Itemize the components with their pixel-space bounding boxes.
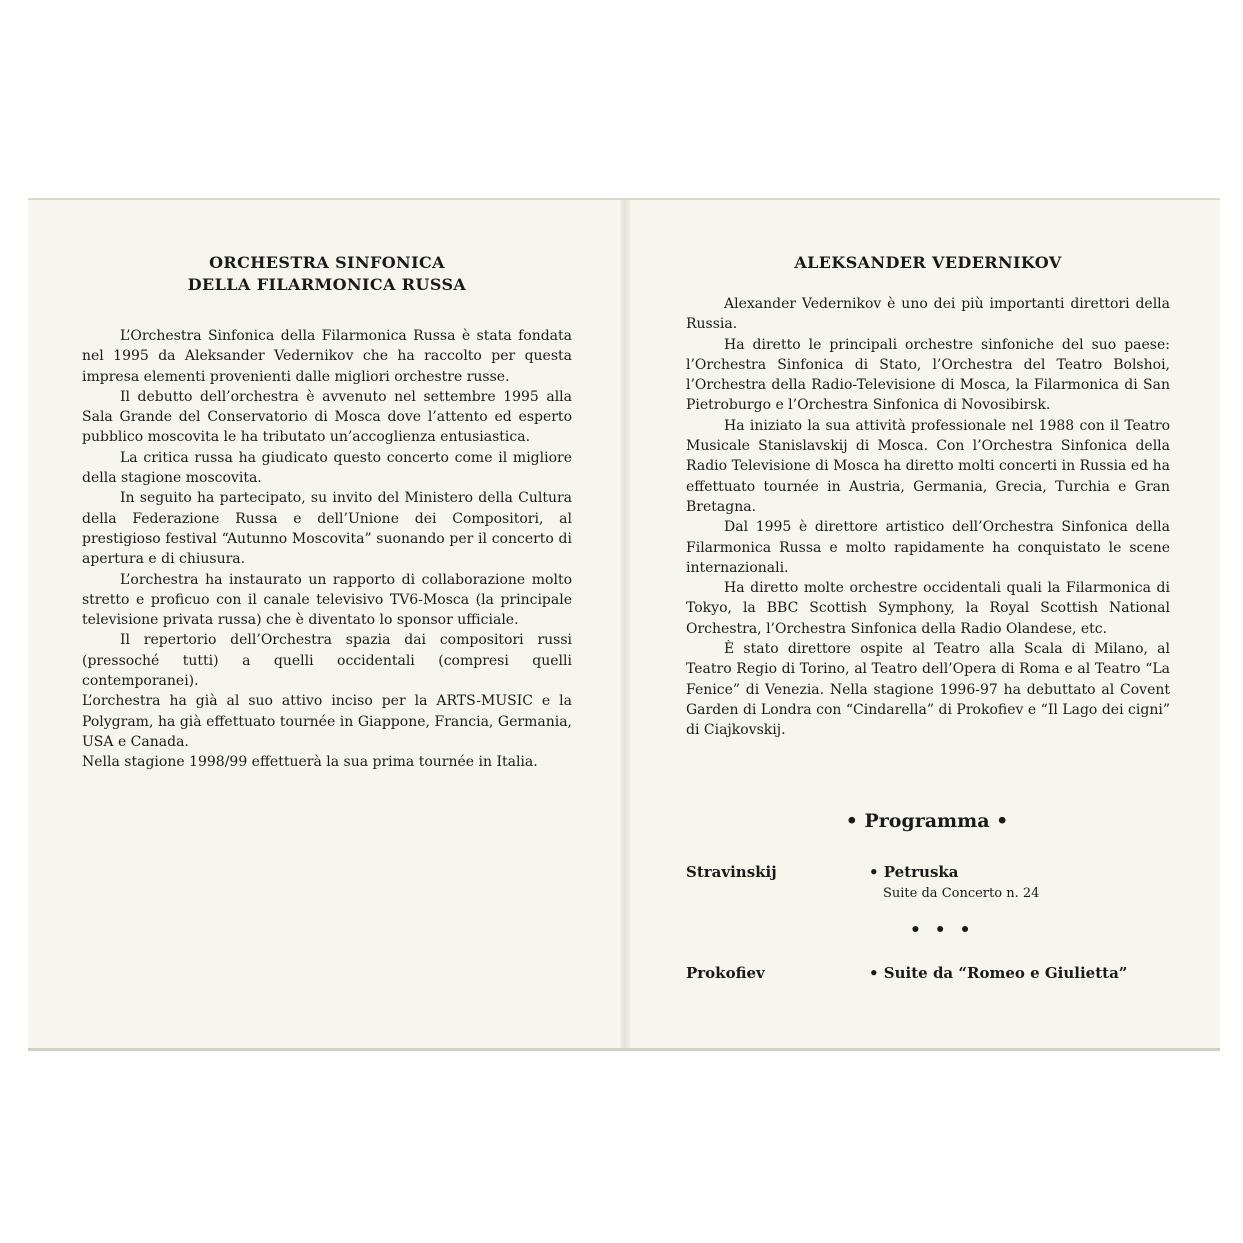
- left-paragraph: L’Orchestra Sinfonica della Filarmonica Russa è stata fondata nel 1995 da Aleksander Vedernikov che ha raccolto per questa impresa elementi provenienti dalle migliori orchestre russe.: [82, 328, 572, 385]
- right-page-title: ALEKSANDER VEDERNIKOV: [794, 253, 1062, 272]
- left-page-title: [82, 252, 572, 296]
- left-title-line2: DELLA FILARMONICA RUSSA: [187, 275, 467, 294]
- right-paragraph: Ha diretto le principali orchestre sinfoniche del suo paese: l’Orchestra Sinfonica di Stato, l’Orchestra del Teatro Bolshoi, l’Orchestra della Radio-Televisione di Mosca, la Filarmonica di San Pietroburgo e l’Orchestra Sinfonica di Novosibirsk.: [686, 336, 1170, 414]
- right-paragraph: È stato direttore ospite al Teatro alla Scala di Milano, al Teatro Regio di Torino, al Teatro dell’Opera di Roma e al Teatro “La Fenice” di Venezia. Nella stagione 1996-97 ha debuttato al Covent Garden di Londra con “Cindarella” di Prokofiev e “Il Lago dei cigni” di Ciajkovskij.: [686, 641, 1170, 739]
- left-paragraph: Il debutto dell’orchestra è avvenuto nel settembre 1995 alla Sala Grande del Conservatorio di Mosca dove l’attento ed esperto pubblico moscovita le ha tributato un’accoglienza entusiastica.: [82, 388, 572, 446]
- right-page-body: [686, 294, 1170, 741]
- program-composer-stravinskij: Stravinskij: [686, 863, 777, 881]
- left-paragraph: Nella stagione 1998/99 effettuerà la sua prima tournée in Italia.: [82, 754, 538, 771]
- right-paragraph: Alexander Vedernikov è uno dei più importanti direttori della Russia.: [686, 296, 1170, 333]
- left-page: [82, 252, 572, 773]
- program-separator: • • •: [910, 920, 975, 940]
- right-paragraph: Dal 1995 è direttore artistico dell’Orchestra Sinfonica della Filarmonica Russa e molto rapidamente ha conquistato le scene internazionali.: [686, 519, 1170, 576]
- program-work-romeo: • Suite da “Romeo e Giulietta”: [869, 964, 1128, 982]
- right-page: [686, 252, 1170, 741]
- left-paragraph: In seguito ha partecipato, su invito del Ministero della Cultura della Federazione Russa e dell’Unione dei Compositori, al prestigioso festival “Autunno Moscovita” suonando per il concerto di apertura e di chiusura.: [82, 490, 572, 568]
- right-paragraph: Ha iniziato la sua attività professionale nel 1988 con il Teatro Musicale Stanislavskij di Mosca. Con l’Orchestra Sinfonica della Radio Televisione di Mosca ha diretto molti concerti in Russia ed ha effettuato tournée in Austria, Germania, Grecia, Turchia e Gran Bretagna.: [686, 417, 1170, 515]
- booklet-spread: [28, 198, 1220, 1051]
- left-paragraph: L’orchestra ha instaurato un rapporto di collaborazione molto stretto e proficuo con il canale televisivo TV6-Mosca (la principale televisione privata russa) che è diventato lo sponsor ufficiale.: [82, 571, 572, 629]
- left-paragraph: La critica russa ha giudicato questo concerto come il migliore della stagione moscovita.: [82, 449, 572, 487]
- program-work-subtitle: Suite da Concerto n. 24: [883, 886, 1040, 901]
- left-paragraph: Il repertorio dell’Orchestra spazia dai compositori russi (pressoché tutti) a quelli occidentali (compresi quelli contemporanei).: [82, 632, 572, 690]
- right-paragraph: Ha diretto molte orchestre occidentali quali la Filarmonica di Tokyo, la BBC Scottish Symphony, la Royal Scottish National Orchestra, l’Orchestra Sinfonica della Radio Olandese, etc.: [686, 580, 1170, 637]
- left-paragraph: L’orchestra ha già al suo attivo inciso per la ARTS-MUSIC e la Polygram, ha già effettuato tournée in Giappone, Francia, Germania, USA e Canada.: [82, 693, 572, 750]
- program-composer-prokofiev: Prokofiev: [686, 964, 765, 982]
- center-fold: [620, 200, 630, 1048]
- program-title: • Programma •: [845, 810, 1009, 832]
- left-title-line1: ORCHESTRA SINFONICA: [209, 253, 445, 272]
- left-page-body: [82, 326, 572, 773]
- program-work-petruska: • Petruska: [869, 863, 959, 881]
